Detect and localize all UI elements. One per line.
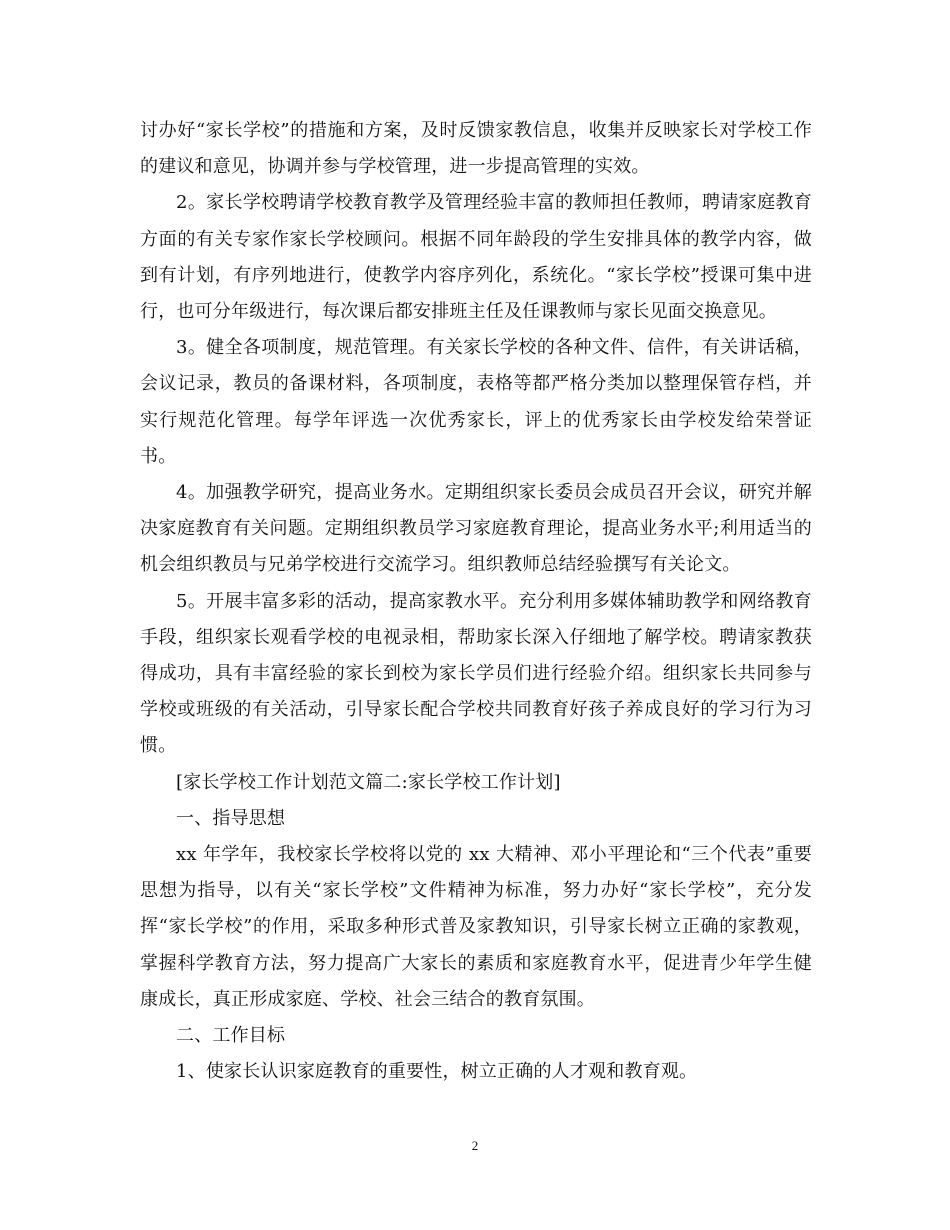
section-title-bracket: [家长学校工作计划范文篇二:家长学校工作计划] xyxy=(176,771,561,793)
paragraph-continuation: 讨办好“家长学校”的措施和方案，及时反馈家教信息，收集并反映家长对学校工作的建议和意见，协调并参与学校管理，进一步提高管理的实效。 xyxy=(140,120,812,178)
document-body xyxy=(140,113,812,1090)
paragraph-item-4: 4。加强教学研究，提高业务水。定期组织家长委员会成员召开会议，研究并解决家庭教育有关问题。定期组织教员学习家庭教育理论，提高业务水平;利用适当的机会组织教员与兄弟学校进行交流学习。组织教师总结经验撰写有关论文。 xyxy=(140,482,812,576)
paragraph-item-2: 2。家长学校聘请学校教育教学及管理经验丰富的教师担任教师，聘请家庭教育方面的有关专家作家长学校顾问。根据不同年龄段的学生安排具体的教学内容，做到有计划，有序列地进行，使教学内容序列化，系统化。“家长学校”授课可集中进行，也可分年级进行，每次课后都安排班主任及任课教师与家长见面交换意见。 xyxy=(140,192,812,323)
heading-guiding-ideology: 一、指导思想 xyxy=(176,807,286,829)
heading-work-goals: 二、工作目标 xyxy=(176,1025,286,1047)
paragraph-goal-1: 1、使家长认识家庭教育的重要性，树立正确的人才观和教育观。 xyxy=(176,1061,698,1083)
page-number: 2 xyxy=(471,1138,479,1153)
paragraph-item-5: 5。开展丰富多彩的活动，提高家教水平。充分利用多媒体辅助教学和网络教育手段，组织家长观看学校的电视录相，帮助家长深入仔细地了解学校。聘请家教获得成功，具有丰富经验的家长到校为家长学员们进行经验介绍。组织家长共同参与学校或班级的有关活动，引导家长配合学校共同教育好孩子养成良好的学习行为习惯。 xyxy=(140,590,812,757)
paragraph-guiding-ideology: xx 年学年，我校家长学校将以党的 xx 大精神、邓小平理论和“三个代表”重要思想为指导，以有关“家长学校”文件精神为标准，努力办好“家长学校”，充分发挥“家长学校”的作用，采取多种形式普及家教知识，引导家长树立正确的家教观，掌握科学教育方法，努力提高广大家长的素质和家庭教育水平，促进青少年学生健康成长，真正形成家庭、学校、社会三结合的教育氛围。 xyxy=(140,844,812,1010)
paragraph-item-3: 3。健全各项制度，规范管理。有关家长学校的各种文件、信件，有关讲话稿，会议记录，教员的备课材料，各项制度，表格等都严格分类加以整理保管存档，并实行规范化管理。每学年评选一次优秀家长，评上的优秀家长由学校发给荣誉证书。 xyxy=(140,337,812,467)
